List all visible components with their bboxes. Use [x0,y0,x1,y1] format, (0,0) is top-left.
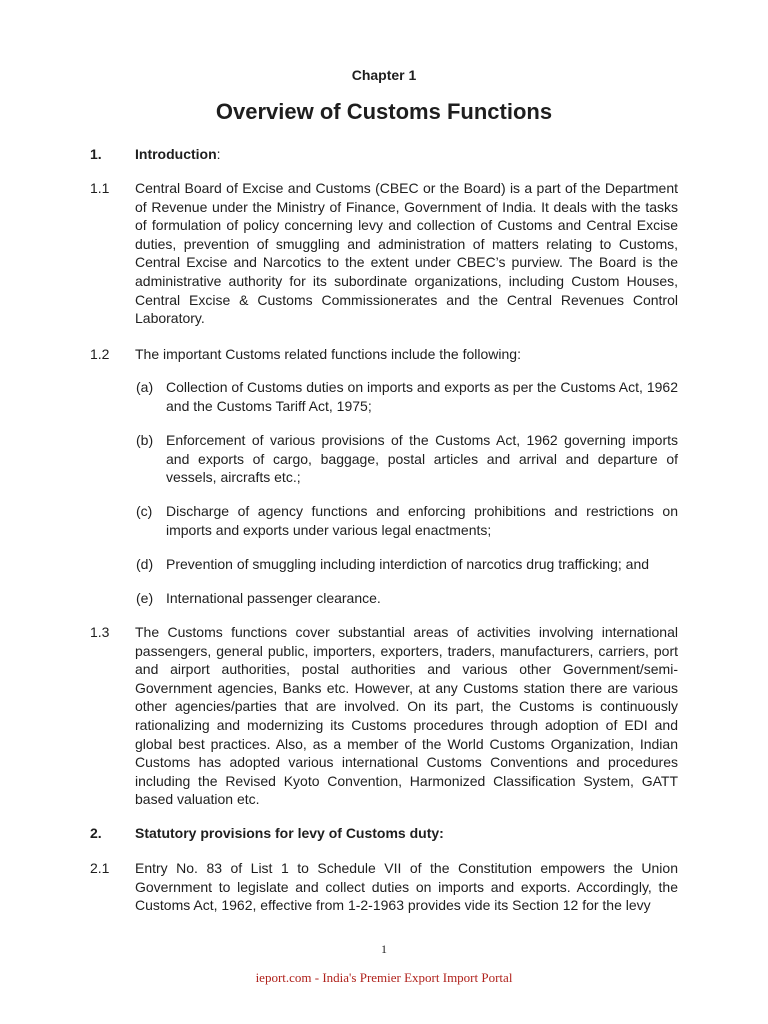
section-heading-colon: : [216,146,221,162]
section-heading-text: Statutory provisions for levy of Customs duty: [135,825,444,841]
list-item-text-d: Prevention of smuggling including interdiction of narcotics drug trafficking; and [166,556,650,572]
paragraph-1-3: The Customs functions cover substantial areas of activities involving international passengers, general public, importers, exporters, traders, manufacturers, carriers, port and airport authorities, postal authorities and various other Government/semi-Government agencies, Banks etc. However, at any Customs station there are various other agencies/parties that are involved. On its part, the Customs is continuously rationalizing and modernizing its Customs procedures through adoption of EDI and global best practices. Also, as a member of the World Customs Organization, Indian Customs has adopted various international Customs Conventions and procedures including the Revised Kyoto Convention, Harmonized Classification System, GATT based valuation etc. [135,624,678,808]
list-item-text-b: Enforcement of various provisions of the Customs Act, 1962 governing imports and exports of cargo, baggage, postal articles and arrival and departure of vessels, aircrafts etc.; [166,432,678,486]
paragraph-2-1: Entry No. 83 of List 1 to Schedule VII of the Constitution empowers the Union Government to legislate and collect duties on imports and exports. Accordingly, the Customs Act, 1962, effective from 1-2-1963 provides vide its Section 12 for the levy [135,860,678,914]
paragraph-number-1-1: 1.1 [90,180,110,196]
list-item-label-a: (a) [136,379,154,395]
page-number: 1 [381,942,387,956]
section-heading-text: Introduction [135,146,217,162]
section-number-1: 1. [90,146,102,162]
chapter-label: Chapter 1 [351,67,417,83]
list-item-text-a: Collection of Customs duties on imports and exports as per the Customs Act, 1962 and the Customs Tariff Act, 1975; [166,379,678,414]
list-item-text-c: Discharge of agency functions and enforcing prohibitions and restrictions on imports and exports under various legal enactments; [166,503,678,538]
section-heading-introduction [135,145,221,164]
section-number-2: 2. [90,825,102,841]
page-title: Overview of Customs Functions [215,99,553,124]
paragraph-1-1: Central Board of Excise and Customs (CBEC or the Board) is a part of the Department of Revenue under the Ministry of Finance, Government of India. It deals with the tasks of formulation of policy concerning levy and collection of Customs and Central Excise duties, prevention of smuggling and administration of matters relating to Customs, Central Excise and Narcotics to the extent under CBEC’s purview. The Board is the administrative authority for its subordinate organizations, including Custom Houses, Central Excise & Customs Commissionerates and the Central Revenues Control Laboratory. [135,180,678,327]
paragraph-number-1-3: 1.3 [90,624,110,640]
section-heading-statutory-provisions [135,824,444,843]
paragraph-number-2-1: 2.1 [90,860,110,876]
paragraph-number-1-2: 1.2 [90,346,110,362]
list-item-label-b: (b) [136,432,154,448]
list-item-text-e: International passenger clearance. [166,590,381,606]
footer-text: ieport.com - India's Premier Export Import Portal [255,970,513,985]
list-item-label-e: (e) [136,590,154,606]
list-item-label-d: (d) [136,556,154,572]
list-item-label-c: (c) [136,503,153,519]
paragraph-1-2: The important Customs related functions include the following: [135,346,521,362]
